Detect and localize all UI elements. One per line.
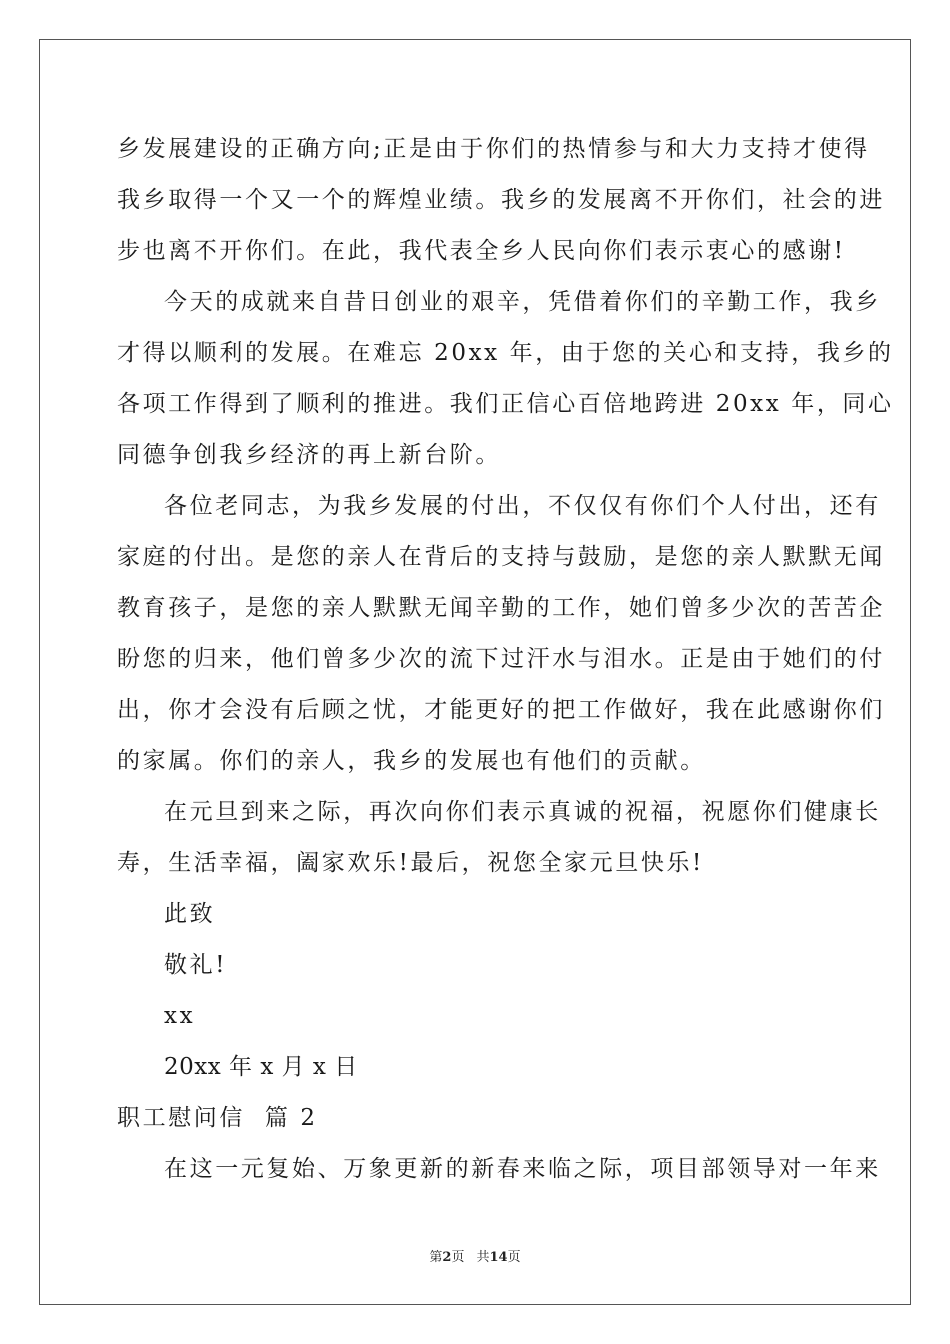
text-line: 各项工作得到了顺利的推进。我们正信心百倍地跨进 20xx 年，同心 [117,391,894,417]
text-line: 同德争创我乡经济的再上新台阶。 [117,442,501,468]
document-body [117,124,894,1195]
text-line: 我乡取得一个又一个的辉煌业绩。我乡的发展离不开你们，社会的进 [117,187,885,213]
page-number: 2 [442,1250,452,1265]
paragraph-3 [117,481,885,787]
paragraph-2 [117,277,894,481]
paragraph-1 [117,124,885,277]
page-prefix: 第 [429,1250,443,1265]
signer-name: xx [164,1003,196,1029]
text-line: 乡发展建设的正确方向;正是由于你们的热情参与和大力支持才使得 [117,136,870,162]
paragraph-4 [117,787,881,889]
text-line: 今天的成就来自昔日创业的艰辛，凭借着你们的辛勤工作，我乡 [164,289,881,315]
closing-salutation: 此致 [164,901,216,927]
page-footer [0,1246,950,1265]
total-suffix: 页 [507,1250,521,1265]
total-prefix: 共 [476,1250,490,1265]
text-line: 教育孩子，是您的亲人默默无闻辛勤的工作，她们曾多少次的苦苦企 [117,595,885,621]
section-heading: 职工慰问信 篇 2 [117,1105,318,1131]
text-line: 寿，生活幸福，阖家欢乐!最后，祝您全家元旦快乐! [117,850,704,876]
text-line: 各位老同志，为我乡发展的付出，不仅仅有你们个人付出，还有 [164,493,881,519]
text-line: 出，你才会没有后顾之忧，才能更好的把工作做好，我在此感谢你们 [117,697,885,723]
text-line: 在元旦到来之际，再次向你们表示真诚的祝福，祝愿你们健康长 [164,799,881,825]
text-line: 才得以顺利的发展。在难忘 20xx 年，由于您的关心和支持，我乡的 [117,340,894,366]
text-line: 步也离不开你们。在此，我代表全乡人民向你们表示衷心的感谢! [117,238,846,264]
closing-regards: 敬礼! [164,952,228,978]
text-line: 盼您的归来，他们曾多少次的流下过汗水与泪水。正是由于她们的付 [117,646,885,672]
page-suffix: 页 [451,1250,465,1265]
letter-date: 20xx 年 x 月 x 日 [164,1054,358,1080]
text-line: 的家属。你们的亲人，我乡的发展也有他们的贡献。 [117,748,706,774]
text-line: 家庭的付出。是您的亲人在背后的支持与鼓励，是您的亲人默默无闻 [117,544,885,570]
section-first-line: 在这一元复始、万象更新的新春来临之际，项目部领导对一年来 [164,1156,881,1182]
total-pages: 14 [489,1250,508,1265]
